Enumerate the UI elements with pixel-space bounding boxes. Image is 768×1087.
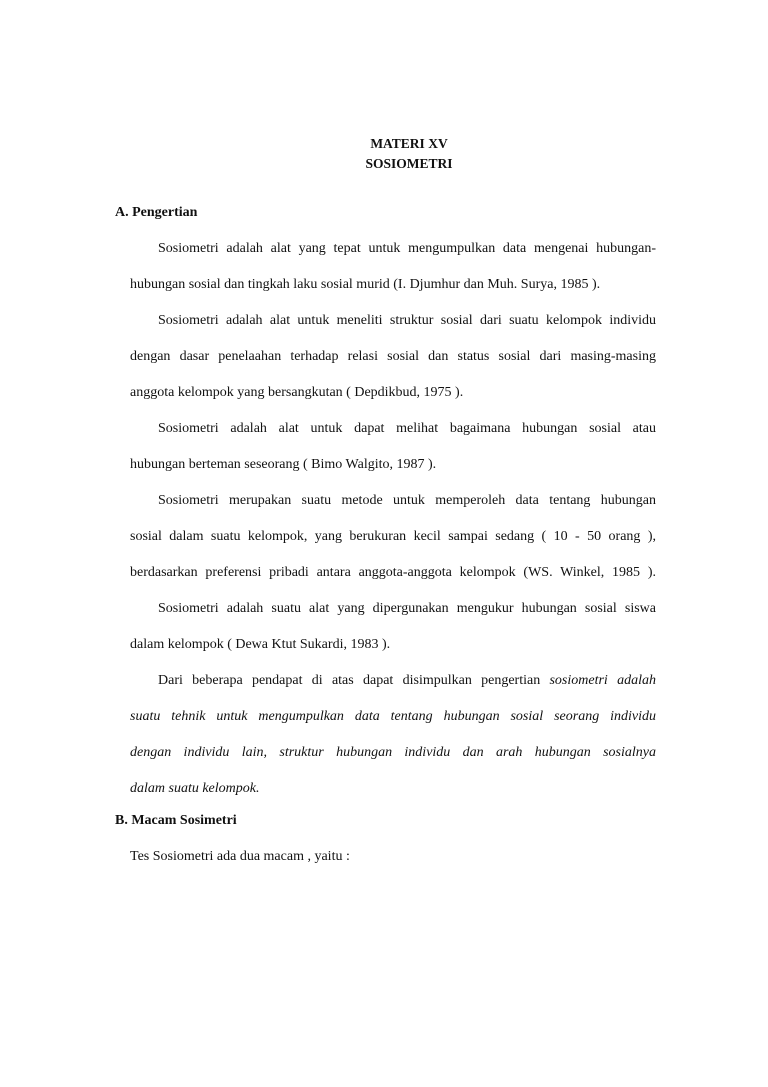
paragraph-line: dalam kelompok ( Dewa Ktut Sukardi, 1983 ). [130, 637, 391, 652]
paragraph-line: Sosiometri adalah alat untuk dapat melihat bagaimana hubungan sosial atau [158, 421, 656, 436]
conclusion-line [158, 671, 656, 691]
paragraph-line: anggota kelompok yang bersangkutan ( Depdikbud, 1975 ). [130, 385, 464, 400]
conclusion-italic-text: dengan individu lain, struktur hubungan individu dan arah hubungan sosialnya [130, 745, 656, 760]
conclusion-plain-text: Dari beberapa pendapat di atas dapat disimpulkan pengertian [158, 673, 550, 688]
paragraph-line: Sosiometri adalah alat untuk meneliti struktur sosial dari suatu kelompok individu [158, 313, 656, 328]
section-a-heading: A. Pengertian [115, 205, 198, 220]
paragraph-line: sosial dalam suatu kelompok, yang berukuran kecil sampai sedang ( 10 - 50 orang ), [130, 529, 656, 544]
conclusion-line [130, 707, 656, 727]
paragraph-line: Sosiometri adalah suatu alat yang dipergunakan mengukur hubungan sosial siswa [158, 601, 656, 616]
section-b-intro: Tes Sosiometri ada dua macam , yaitu : [130, 849, 350, 864]
section-b-heading: B. Macam Sosimetri [115, 813, 237, 828]
conclusion-line [130, 743, 656, 763]
title-line-sosiometri: SOSIOMETRI [365, 156, 453, 171]
conclusion-italic-text: suatu tehnik untuk mengumpulkan data tentang hubungan sosial seorang individu [130, 709, 656, 724]
document-title [0, 134, 768, 174]
paragraph-line: Sosiometri merupakan suatu metode untuk memperoleh data tentang hubungan [158, 493, 656, 508]
conclusion-italic-text: dalam suatu kelompok. [130, 781, 260, 796]
conclusion-line [130, 779, 656, 799]
paragraph-line: dengan dasar penelaahan terhadap relasi sosial dan status sosial dari masing-masing [130, 349, 656, 364]
title-line-materi: MATERI XV [370, 136, 448, 151]
paragraph-line: hubungan berteman seseorang ( Bimo Walgito, 1987 ). [130, 457, 437, 472]
paragraph-line: hubungan sosial dan tingkah laku sosial murid (I. Djumhur dan Muh. Surya, 1985 ). [130, 277, 601, 292]
paragraph-line: Sosiometri adalah alat yang tepat untuk mengumpulkan data mengenai hubungan- [158, 241, 656, 256]
conclusion-italic-text: sosiometri adalah [549, 673, 656, 688]
paragraph-line: berdasarkan preferensi pribadi antara anggota-anggota kelompok (WS. Winkel, 1985 ). [130, 565, 656, 580]
